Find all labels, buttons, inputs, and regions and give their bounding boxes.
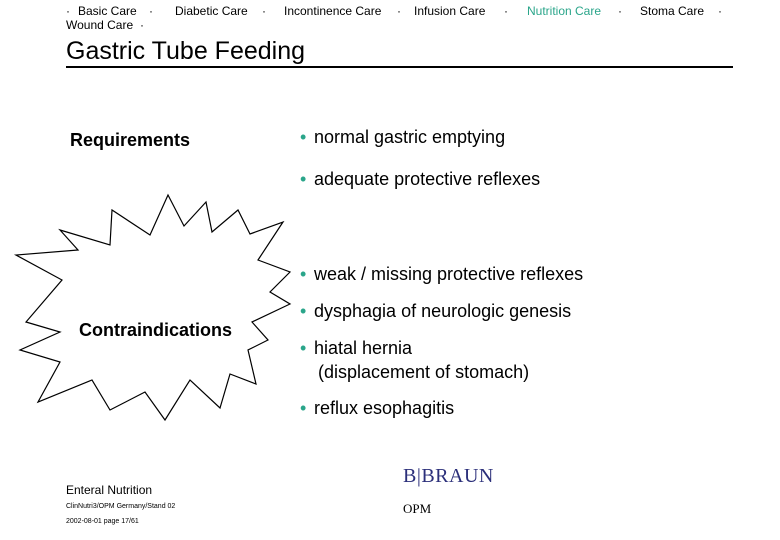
nav-separator: · <box>718 4 722 18</box>
nav-separator: · <box>504 4 508 18</box>
footer-date-page: 2002-08-01 page 17/61 <box>66 518 139 525</box>
nav-item-infusion-care[interactable]: Infusion Care <box>414 4 486 18</box>
list-item <box>300 262 583 286</box>
contraindications-label: Contraindications <box>79 320 233 340</box>
bullet-icon: • <box>300 398 307 418</box>
nav-separator: · <box>618 4 622 18</box>
nav-separator: · <box>397 4 401 18</box>
list-item <box>300 299 571 323</box>
nav-separator: · <box>140 18 144 32</box>
nav-item-wound-care[interactable]: Wound Care <box>66 18 134 32</box>
contraindication-text: reflux esophagitis <box>314 398 455 418</box>
requirements-label: Requirements <box>70 130 191 150</box>
footer-code: ClinNutri3/OPM Germany/Stand 02 <box>66 503 176 510</box>
list-item <box>300 125 505 149</box>
bullet-icon: • <box>300 127 307 147</box>
page-title: Gastric Tube Feeding <box>66 37 306 65</box>
nav-item-nutrition-care[interactable]: Nutrition Care <box>527 4 602 18</box>
footer-section: Enteral Nutrition <box>66 483 153 497</box>
bbraun-logo: B|BRAUN <box>403 465 494 487</box>
requirement-text: adequate protective reflexes <box>314 169 541 189</box>
contraindication-text: dysphagia of neurologic genesis <box>314 301 572 321</box>
nav-item-diabetic-care[interactable]: Diabetic Care <box>175 4 248 18</box>
nav-item-stoma-care[interactable]: Stoma Care <box>640 4 705 18</box>
requirement-text: normal gastric emptying <box>314 127 506 147</box>
bullet-icon: • <box>300 338 307 358</box>
bullet-icon: • <box>300 264 307 284</box>
nav-item-basic-care[interactable]: Basic Care <box>78 4 137 18</box>
nav-separator: · <box>66 4 70 18</box>
brand-subtitle: OPM <box>403 501 432 516</box>
nav-separator: · <box>262 4 266 18</box>
bullet-icon: • <box>300 301 307 321</box>
contraindication-text: hiatal hernia <box>314 338 413 358</box>
list-item <box>300 167 540 191</box>
contraindication-continuation: (displacement of stomach) <box>318 362 530 382</box>
nav-item-incontinence-care[interactable]: Incontinence Care <box>284 4 382 18</box>
nav-separator: · <box>149 4 153 18</box>
contraindication-text: weak / missing protective reflexes <box>314 264 584 284</box>
list-item <box>300 336 529 384</box>
list-item <box>300 396 454 420</box>
bullet-icon: • <box>300 169 307 189</box>
